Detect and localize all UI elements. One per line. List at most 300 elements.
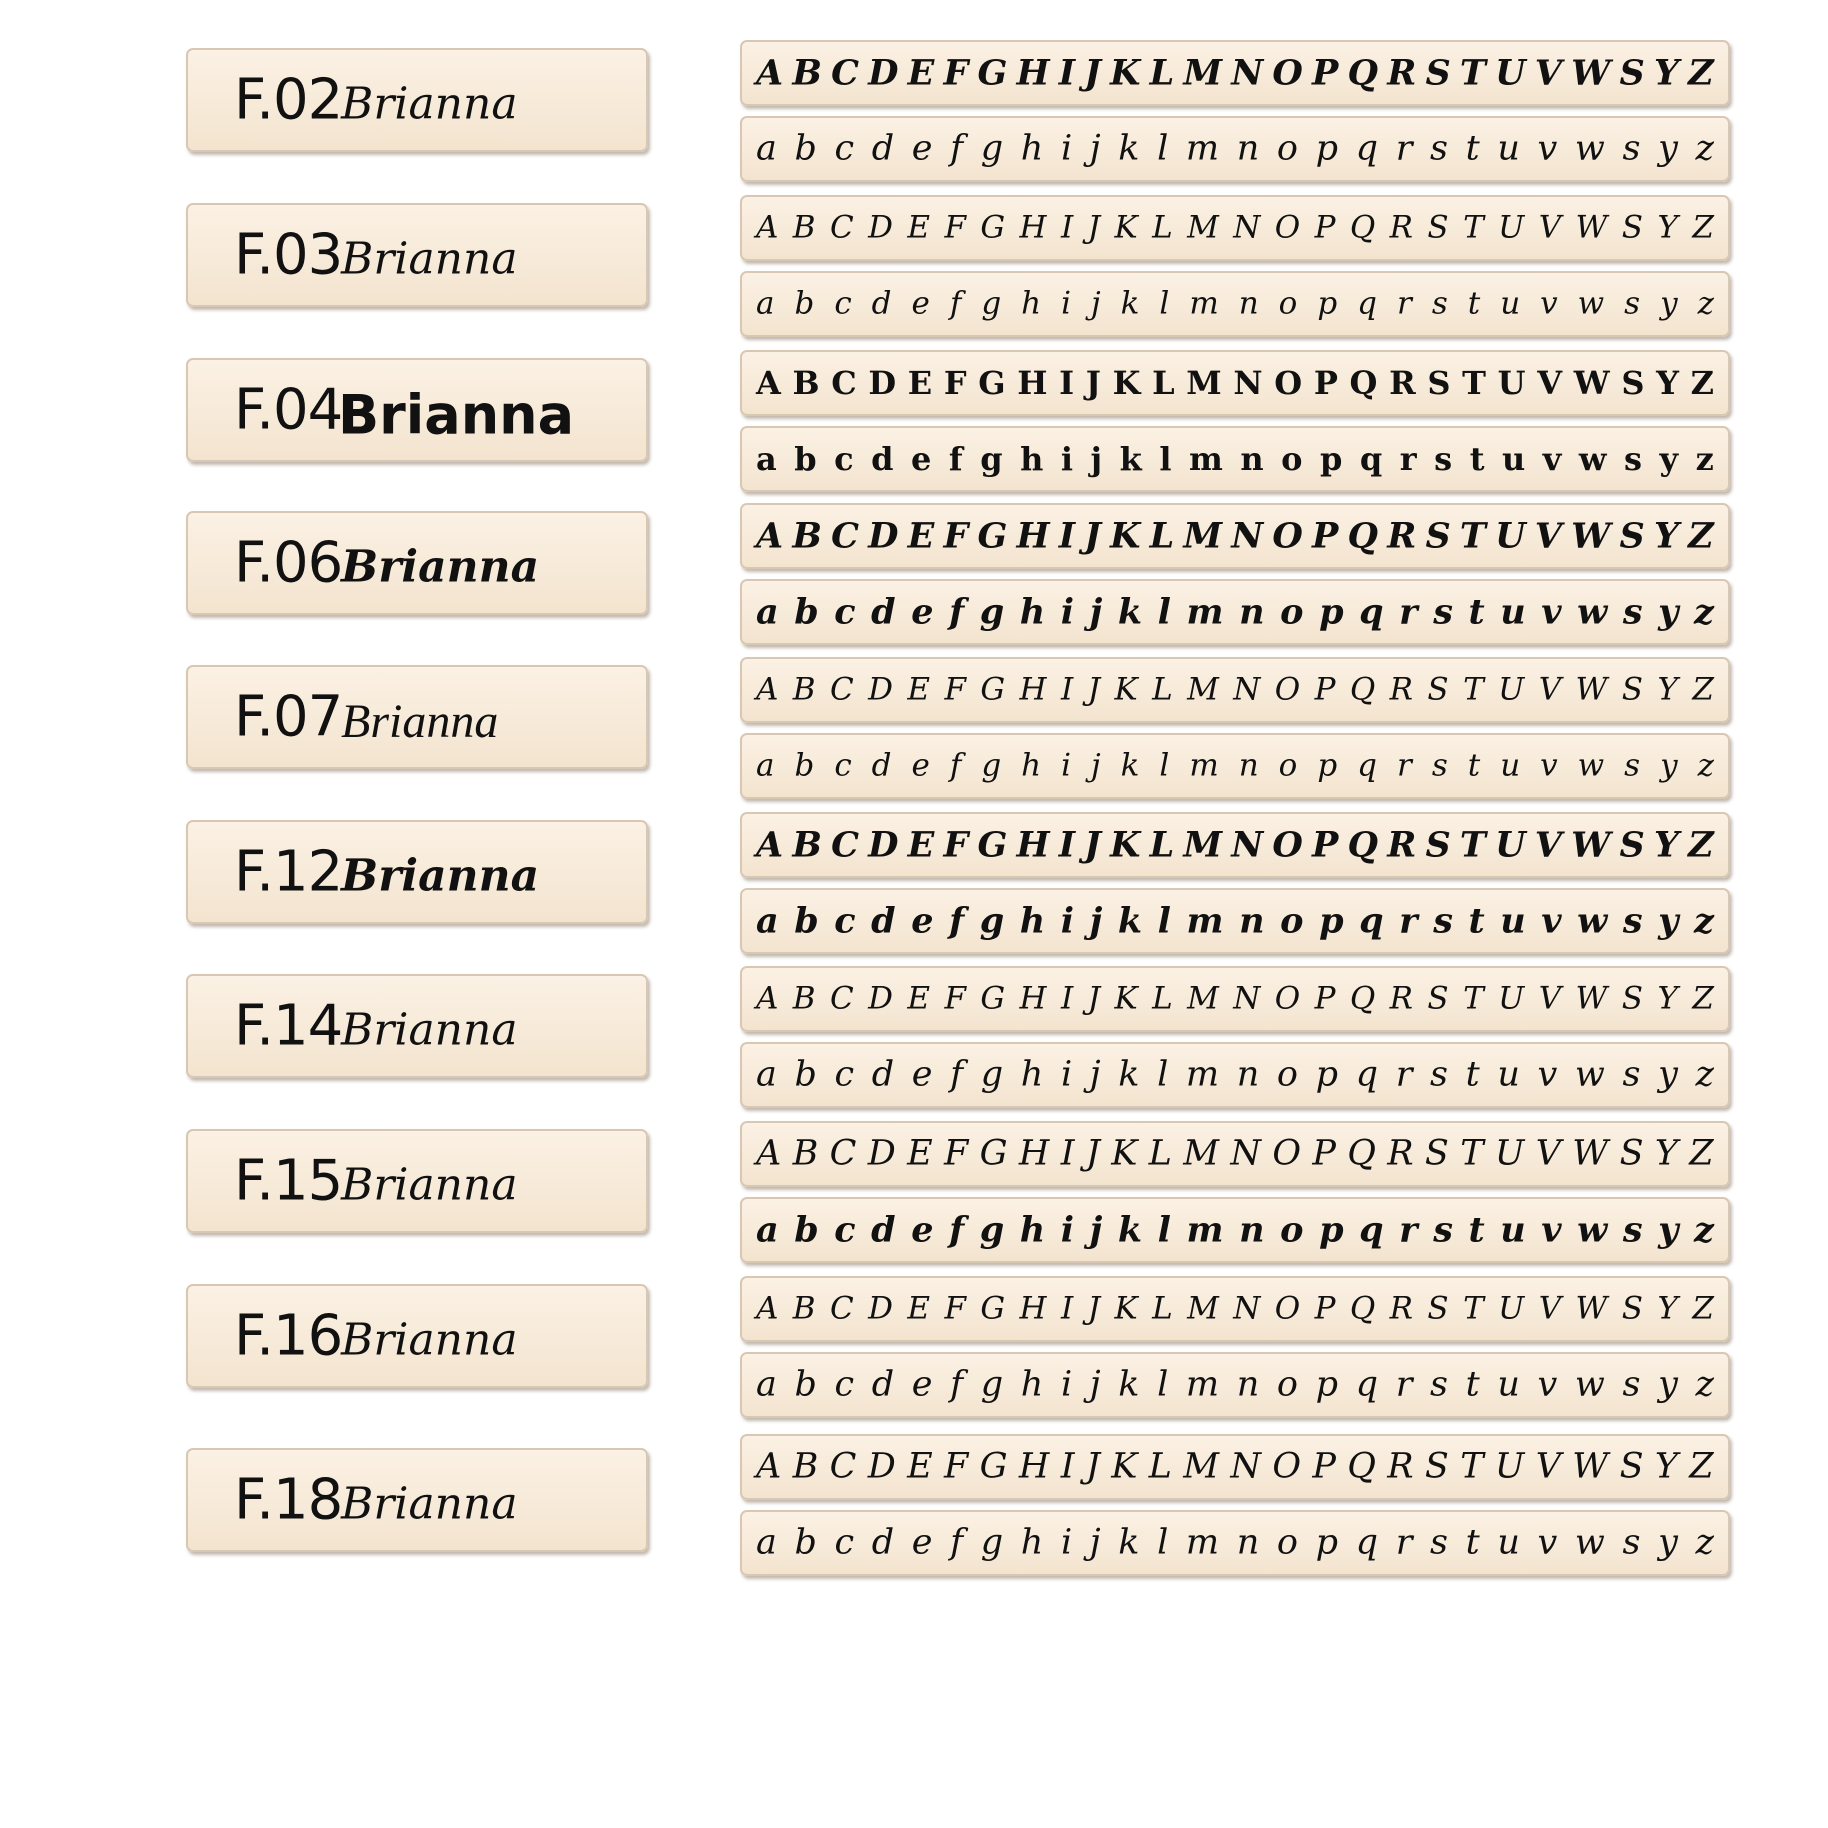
- uppercase-alphabet-plate: [740, 350, 1730, 416]
- letter-glyph: i: [1060, 128, 1073, 169]
- letter-glyph: r: [1399, 1209, 1418, 1251]
- letter-glyph: L: [1149, 824, 1175, 866]
- letter-glyph: T: [1459, 824, 1486, 866]
- letter-glyph: w: [1577, 285, 1605, 322]
- letter-glyph: I: [1058, 52, 1076, 94]
- letter-glyph: s: [1430, 1364, 1449, 1405]
- letter-glyph: u: [1500, 747, 1521, 784]
- letter-glyph: z: [1694, 591, 1714, 633]
- letter-glyph: w: [1577, 747, 1605, 784]
- letter-glyph: N: [1231, 52, 1264, 94]
- letter-glyph: G: [978, 364, 1006, 402]
- letter-glyph: r: [1395, 128, 1413, 169]
- letter-glyph: V: [1538, 980, 1562, 1017]
- letter-glyph: n: [1239, 900, 1265, 942]
- letter-glyph: W: [1575, 1290, 1608, 1327]
- letter-glyph: p: [1317, 285, 1338, 322]
- letter-glyph: Z: [1692, 980, 1714, 1017]
- letter-glyph: I: [1058, 515, 1076, 557]
- letter-glyph: G: [980, 980, 1006, 1017]
- letter-glyph: U: [1498, 209, 1525, 246]
- font-code: F.07: [234, 684, 343, 750]
- letter-glyph: q: [1355, 128, 1379, 169]
- letter-glyph: O: [1272, 515, 1303, 557]
- letter-glyph: Y: [1653, 515, 1679, 557]
- letter-glyph: k: [1119, 440, 1142, 478]
- letter-glyph: R: [1389, 980, 1414, 1017]
- letter-glyph: U: [1495, 824, 1526, 866]
- letter-glyph: y: [1658, 1209, 1679, 1251]
- letter-glyph: d: [871, 128, 895, 169]
- letter-glyph: u: [1500, 285, 1521, 322]
- lowercase-alphabet-plate: [740, 733, 1730, 799]
- letter-glyph: h: [1021, 747, 1042, 784]
- letter-glyph: J: [1085, 1446, 1100, 1487]
- letter-glyph: p: [1319, 1209, 1344, 1251]
- letter-glyph: N: [1231, 515, 1264, 557]
- letter-glyph: Q: [1349, 671, 1376, 708]
- letter-glyph: O: [1272, 1133, 1302, 1174]
- letter-glyph: h: [1020, 1522, 1044, 1563]
- font-row: [0, 40, 1828, 190]
- letter-glyph: j: [1089, 1054, 1101, 1095]
- letter-glyph: S: [1619, 515, 1645, 557]
- letter-glyph: h: [1021, 285, 1042, 322]
- letter-glyph: I: [1060, 1446, 1075, 1487]
- letter-glyph: O: [1274, 671, 1301, 708]
- letter-glyph: G: [977, 52, 1008, 94]
- letter-glyph: U: [1494, 1133, 1525, 1174]
- letter-glyph: r: [1395, 1522, 1413, 1563]
- font-code: F.03: [234, 222, 343, 288]
- font-sample-name: Brianna: [341, 78, 518, 130]
- letter-glyph: V: [1538, 209, 1562, 246]
- letter-glyph: C: [831, 515, 859, 557]
- letter-glyph: Z: [1689, 1133, 1714, 1174]
- letter-glyph: T: [1462, 364, 1486, 402]
- letter-glyph: s: [1431, 747, 1448, 784]
- letter-glyph: k: [1117, 900, 1143, 942]
- letter-glyph: F: [943, 824, 969, 866]
- letter-glyph: E: [907, 1133, 933, 1174]
- letter-glyph: C: [829, 980, 854, 1017]
- letter-glyph: E: [907, 515, 935, 557]
- letter-glyph: Y: [1657, 1290, 1678, 1327]
- letter-glyph: p: [1317, 747, 1338, 784]
- letter-glyph: s: [1434, 440, 1453, 478]
- letter-glyph: k: [1120, 747, 1140, 784]
- letter-glyph: s: [1622, 1209, 1643, 1251]
- letter-glyph: u: [1497, 1522, 1520, 1563]
- font-row: [0, 657, 1828, 807]
- letter-glyph: y: [1658, 1522, 1678, 1563]
- lowercase-alphabet-plate: [740, 1197, 1730, 1263]
- letter-glyph: k: [1120, 285, 1140, 322]
- letter-glyph: L: [1149, 515, 1175, 557]
- letter-glyph: s: [1433, 900, 1453, 942]
- letter-glyph: d: [871, 747, 892, 784]
- letter-glyph: F: [943, 515, 969, 557]
- letter-glyph: h: [1020, 1364, 1044, 1405]
- letter-glyph: t: [1467, 285, 1481, 322]
- letter-glyph: m: [1186, 1209, 1224, 1251]
- letter-glyph: k: [1118, 128, 1140, 169]
- letter-glyph: U: [1494, 1446, 1525, 1487]
- letter-glyph: m: [1188, 440, 1223, 478]
- letter-glyph: n: [1240, 440, 1264, 478]
- letter-glyph: M: [1187, 980, 1219, 1017]
- letter-glyph: Z: [1690, 364, 1714, 402]
- letter-glyph: B: [792, 980, 816, 1017]
- letter-glyph: i: [1060, 1209, 1075, 1251]
- letter-glyph: z: [1695, 1522, 1714, 1563]
- font-code: F.16: [234, 1303, 343, 1369]
- letter-glyph: u: [1497, 1054, 1520, 1095]
- lowercase-letters: [756, 440, 1714, 478]
- letter-glyph: R: [1387, 1133, 1414, 1174]
- lowercase-letters: [756, 285, 1714, 322]
- letter-glyph: i: [1060, 1054, 1073, 1095]
- letter-glyph: v: [1537, 128, 1558, 169]
- uppercase-letters: [756, 209, 1714, 246]
- font-sample-name: Brianna: [341, 233, 518, 285]
- letter-glyph: F: [944, 1290, 966, 1327]
- letter-glyph: c: [834, 1209, 856, 1251]
- lowercase-alphabet-plate: [740, 1352, 1730, 1418]
- letter-glyph: J: [1085, 364, 1101, 402]
- letter-glyph: T: [1459, 515, 1486, 557]
- letter-glyph: M: [1186, 364, 1222, 402]
- letter-glyph: g: [980, 1364, 1004, 1405]
- letter-glyph: z: [1697, 747, 1714, 784]
- letter-glyph: O: [1272, 824, 1303, 866]
- letter-glyph: L: [1148, 1446, 1172, 1487]
- letter-glyph: r: [1399, 591, 1418, 633]
- letter-glyph: Y: [1656, 364, 1679, 402]
- letter-glyph: f: [950, 128, 964, 169]
- letter-glyph: S: [1619, 824, 1645, 866]
- letter-glyph: H: [1016, 824, 1050, 866]
- letter-glyph: K: [1112, 364, 1141, 402]
- letter-glyph: e: [911, 747, 930, 784]
- letter-glyph: o: [1280, 591, 1304, 633]
- letter-glyph: D: [868, 52, 899, 94]
- letter-glyph: r: [1397, 747, 1412, 784]
- letter-glyph: d: [871, 900, 896, 942]
- letter-glyph: g: [980, 1522, 1004, 1563]
- letter-glyph: S: [1425, 824, 1451, 866]
- letter-glyph: a: [756, 900, 779, 942]
- letter-glyph: E: [907, 209, 931, 246]
- uppercase-letters: [756, 1446, 1714, 1487]
- letter-glyph: Q: [1347, 52, 1379, 94]
- font-code: F.02: [234, 67, 343, 133]
- uppercase-alphabet-plate: [740, 812, 1730, 878]
- letter-glyph: u: [1500, 900, 1526, 942]
- lowercase-alphabet-plate: [740, 271, 1730, 337]
- letter-glyph: g: [980, 1054, 1004, 1095]
- lowercase-alphabet-plate: [740, 1510, 1730, 1576]
- letter-glyph: W: [1571, 824, 1611, 866]
- letter-glyph: K: [1114, 980, 1138, 1017]
- letter-glyph: G: [977, 824, 1008, 866]
- letter-glyph: Z: [1688, 824, 1714, 866]
- letter-glyph: v: [1537, 1054, 1558, 1095]
- letter-glyph: n: [1236, 128, 1260, 169]
- letter-glyph: y: [1658, 900, 1679, 942]
- letter-glyph: o: [1276, 1522, 1298, 1563]
- letter-glyph: Q: [1349, 209, 1376, 246]
- letter-glyph: D: [867, 1133, 896, 1174]
- letter-glyph: A: [756, 671, 779, 708]
- letter-glyph: p: [1315, 1522, 1339, 1563]
- letter-glyph: V: [1538, 1290, 1562, 1327]
- letter-glyph: L: [1152, 209, 1173, 246]
- letter-glyph: l: [1159, 440, 1172, 478]
- letter-glyph: h: [1019, 1209, 1046, 1251]
- letter-glyph: e: [911, 1054, 933, 1095]
- letter-glyph: m: [1186, 900, 1224, 942]
- letter-glyph: s: [1623, 440, 1642, 478]
- lowercase-letters: [756, 1522, 1714, 1563]
- letter-glyph: K: [1109, 824, 1141, 866]
- letter-glyph: z: [1695, 128, 1714, 169]
- letter-glyph: A: [756, 209, 779, 246]
- letter-glyph: g: [979, 900, 1005, 942]
- letter-glyph: b: [794, 440, 817, 478]
- font-row: [0, 812, 1828, 962]
- letter-glyph: E: [907, 1290, 931, 1327]
- letter-glyph: s: [1624, 285, 1641, 322]
- font-sample-name: Brianna: [341, 694, 499, 748]
- letter-glyph: Z: [1688, 52, 1714, 94]
- letter-glyph: d: [871, 285, 892, 322]
- letter-glyph: i: [1060, 1364, 1073, 1405]
- letter-glyph: b: [794, 128, 817, 169]
- letter-glyph: g: [979, 1209, 1005, 1251]
- letter-glyph: y: [1660, 285, 1678, 322]
- letter-glyph: S: [1427, 364, 1451, 402]
- font-row: [0, 195, 1828, 345]
- name-sample-plate: [186, 665, 648, 769]
- letter-glyph: I: [1060, 980, 1074, 1017]
- letter-glyph: s: [1430, 128, 1449, 169]
- letter-glyph: n: [1236, 1522, 1260, 1563]
- letter-glyph: a: [756, 128, 777, 169]
- letter-glyph: E: [907, 1446, 933, 1487]
- letter-glyph: r: [1395, 1364, 1413, 1405]
- letter-glyph: j: [1089, 591, 1103, 633]
- uppercase-alphabet-plate: [740, 1276, 1730, 1342]
- letter-glyph: U: [1498, 671, 1525, 708]
- letter-glyph: v: [1540, 747, 1558, 784]
- name-sample-plate: [186, 1129, 648, 1233]
- letter-glyph: G: [980, 671, 1006, 708]
- letter-glyph: l: [1157, 1054, 1169, 1095]
- letter-glyph: d: [871, 1522, 895, 1563]
- letter-glyph: Y: [1654, 1446, 1678, 1487]
- letter-glyph: Q: [1349, 1290, 1376, 1327]
- letter-glyph: I: [1058, 824, 1076, 866]
- letter-glyph: K: [1109, 515, 1141, 557]
- letter-glyph: s: [1624, 747, 1641, 784]
- letter-glyph: l: [1159, 285, 1170, 322]
- letter-glyph: W: [1571, 52, 1611, 94]
- letter-glyph: B: [792, 515, 822, 557]
- letter-glyph: P: [1312, 52, 1339, 94]
- letter-glyph: J: [1084, 515, 1101, 557]
- letter-glyph: A: [756, 1133, 782, 1174]
- letter-glyph: k: [1118, 1522, 1140, 1563]
- letter-glyph: G: [980, 1290, 1006, 1327]
- letter-glyph: I: [1060, 671, 1074, 708]
- letter-glyph: P: [1313, 364, 1338, 402]
- letter-glyph: H: [1019, 1290, 1047, 1327]
- letter-glyph: b: [794, 1364, 817, 1405]
- letter-glyph: m: [1189, 285, 1219, 322]
- letter-glyph: Z: [1688, 515, 1714, 557]
- letter-glyph: v: [1541, 900, 1562, 942]
- letter-glyph: m: [1185, 1054, 1220, 1095]
- letter-glyph: B: [792, 1133, 819, 1174]
- letter-glyph: C: [829, 1446, 857, 1487]
- letter-glyph: C: [829, 1290, 854, 1327]
- letter-glyph: c: [834, 1364, 855, 1405]
- letter-glyph: d: [871, 1054, 895, 1095]
- letter-glyph: j: [1089, 1209, 1103, 1251]
- letter-glyph: y: [1660, 747, 1678, 784]
- letter-glyph: Q: [1349, 980, 1376, 1017]
- letter-glyph: J: [1084, 52, 1101, 94]
- letter-glyph: B: [792, 824, 822, 866]
- letter-glyph: Z: [1692, 671, 1714, 708]
- letter-glyph: k: [1118, 1364, 1140, 1405]
- letter-glyph: S: [1621, 1290, 1644, 1327]
- uppercase-letters: [756, 515, 1714, 557]
- letter-glyph: M: [1183, 1446, 1220, 1487]
- letter-glyph: t: [1469, 440, 1485, 478]
- letter-glyph: U: [1498, 980, 1525, 1017]
- letter-glyph: e: [911, 1364, 933, 1405]
- letter-glyph: d: [871, 1209, 896, 1251]
- letter-glyph: P: [1312, 1133, 1336, 1174]
- letter-glyph: P: [1314, 671, 1336, 708]
- letter-glyph: q: [1359, 591, 1384, 633]
- letter-glyph: h: [1019, 591, 1046, 633]
- letter-glyph: z: [1695, 1364, 1714, 1405]
- letter-glyph: T: [1463, 671, 1484, 708]
- letter-glyph: H: [1016, 52, 1050, 94]
- letter-glyph: r: [1399, 900, 1418, 942]
- letter-glyph: R: [1387, 515, 1417, 557]
- letter-glyph: k: [1118, 1054, 1140, 1095]
- letter-glyph: H: [1016, 515, 1050, 557]
- letter-glyph: w: [1577, 1209, 1608, 1251]
- letter-glyph: M: [1183, 1133, 1220, 1174]
- letter-glyph: q: [1357, 747, 1378, 784]
- letter-glyph: s: [1622, 591, 1643, 633]
- lowercase-alphabet-plate: [740, 116, 1730, 182]
- letter-glyph: M: [1187, 671, 1219, 708]
- letter-glyph: A: [756, 52, 784, 94]
- letter-glyph: i: [1061, 285, 1072, 322]
- letter-glyph: b: [794, 285, 815, 322]
- letter-glyph: h: [1020, 128, 1044, 169]
- letter-glyph: J: [1087, 1290, 1101, 1327]
- letter-glyph: V: [1538, 671, 1562, 708]
- letter-glyph: n: [1236, 1364, 1260, 1405]
- letter-glyph: P: [1314, 209, 1336, 246]
- name-sample-plate: [186, 974, 648, 1078]
- uppercase-letters: [756, 364, 1714, 402]
- letter-glyph: F: [944, 671, 966, 708]
- font-sample-name: Brianna: [341, 1159, 518, 1211]
- letter-glyph: n: [1239, 591, 1265, 633]
- letter-glyph: y: [1658, 1054, 1678, 1095]
- letter-glyph: J: [1087, 209, 1101, 246]
- letter-glyph: c: [834, 1054, 855, 1095]
- letter-glyph: p: [1320, 440, 1343, 478]
- letter-glyph: z: [1694, 1209, 1714, 1251]
- letter-glyph: i: [1060, 900, 1075, 942]
- lowercase-alphabet-plate: [740, 1042, 1730, 1108]
- letter-glyph: o: [1276, 1364, 1298, 1405]
- letter-glyph: s: [1622, 1364, 1641, 1405]
- letter-glyph: O: [1274, 209, 1301, 246]
- letter-glyph: n: [1236, 1054, 1260, 1095]
- letter-glyph: c: [834, 285, 852, 322]
- letter-glyph: S: [1425, 52, 1451, 94]
- letter-glyph: b: [794, 591, 819, 633]
- letter-glyph: F: [943, 1446, 969, 1487]
- letter-glyph: A: [756, 824, 784, 866]
- font-row: [0, 1434, 1828, 1584]
- letter-glyph: M: [1187, 209, 1219, 246]
- letter-glyph: V: [1535, 1133, 1561, 1174]
- letter-glyph: m: [1185, 1364, 1220, 1405]
- letter-glyph: s: [1433, 1209, 1453, 1251]
- letter-glyph: V: [1534, 515, 1562, 557]
- letter-glyph: B: [792, 209, 816, 246]
- letter-glyph: g: [980, 128, 1004, 169]
- letter-glyph: E: [907, 980, 931, 1017]
- letter-glyph: s: [1430, 1522, 1449, 1563]
- letter-glyph: f: [949, 591, 965, 633]
- letter-glyph: c: [834, 1522, 855, 1563]
- letter-glyph: S: [1619, 1133, 1644, 1174]
- letter-glyph: f: [949, 285, 962, 322]
- letter-glyph: S: [1619, 52, 1645, 94]
- letter-glyph: i: [1060, 591, 1075, 633]
- letter-glyph: B: [792, 52, 822, 94]
- letter-glyph: S: [1427, 1290, 1449, 1327]
- font-sample-name: Brianna: [341, 541, 540, 593]
- letter-glyph: G: [979, 1446, 1008, 1487]
- letter-glyph: F: [944, 980, 966, 1017]
- letter-glyph: P: [1312, 1446, 1336, 1487]
- letter-glyph: f: [949, 1209, 965, 1251]
- letter-glyph: q: [1357, 285, 1378, 322]
- letter-glyph: N: [1233, 209, 1261, 246]
- letter-glyph: F: [943, 364, 967, 402]
- letter-glyph: K: [1111, 1133, 1138, 1174]
- letter-glyph: w: [1574, 1054, 1605, 1095]
- letter-glyph: q: [1355, 1364, 1379, 1405]
- letter-glyph: W: [1572, 1133, 1609, 1174]
- letter-glyph: S: [1621, 209, 1644, 246]
- font-row: [0, 1121, 1828, 1271]
- letter-glyph: Z: [1689, 1446, 1714, 1487]
